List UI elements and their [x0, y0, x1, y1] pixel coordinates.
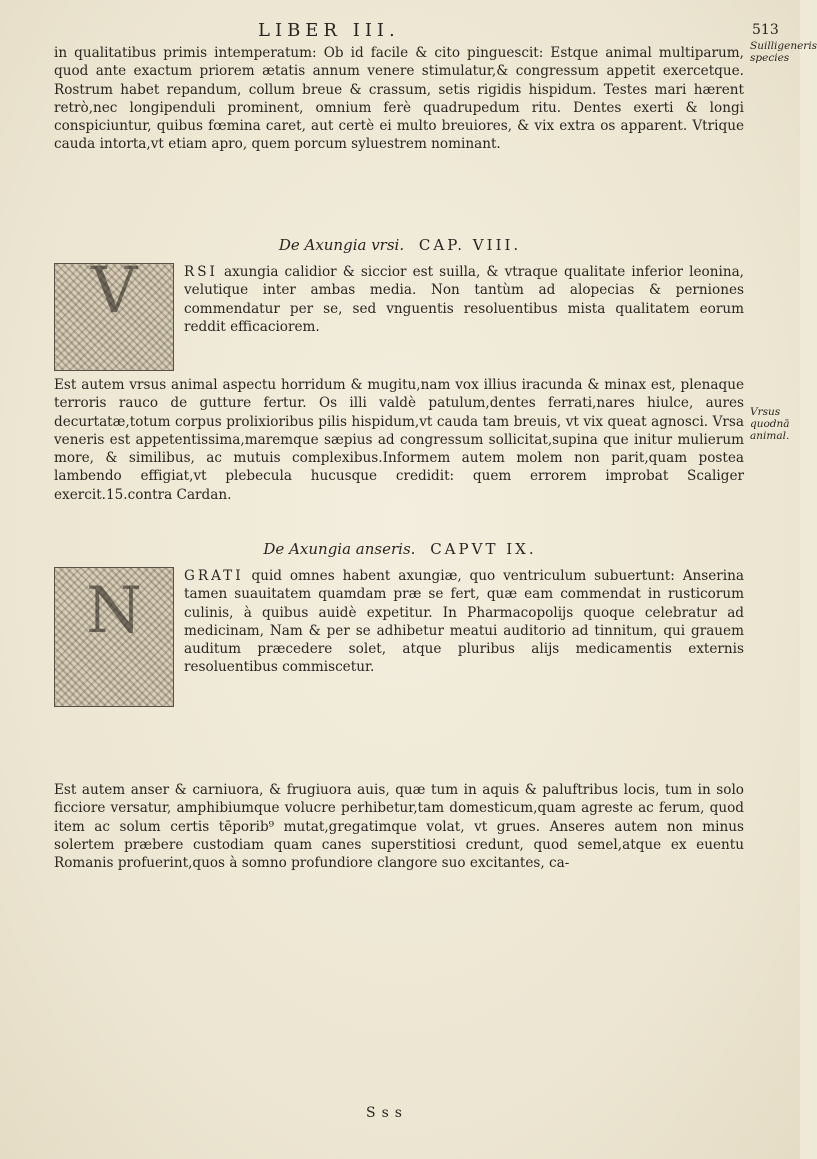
- lead-word: RSI: [184, 264, 218, 280]
- paragraph-bear: Est autem vrsus animal aspectu horridum & mugitu,nam vox illius iracunda & minax est, plenaque terroris rauco de gutture fertur. Os illi valdè patulum,dentes ferrati,nares hiulce, aures decurtatæ,totum corpus prolixioribus pilis hispidum,vt cauda tam breuis, vt vix queat agnosci. Vrsa veneris est appetentissima,maremque sæpius ad congressum sollicitat,supina que initur mulierum more, & similibus, ac mutuis complexibus.Informem autem molem non parit,quam postea lambendo effigiat,vt plebecula hucusque credidit: quem errorem improbat Scaliger exercit.15.contra Cardan.: [54, 377, 744, 503]
- chapter-number: CAPVT IX.: [430, 540, 537, 558]
- chapter-heading-9: [0, 540, 800, 558]
- initial-letter: V: [90, 254, 138, 328]
- woodcut-initial: [54, 254, 174, 371]
- margin-note: Vrsus quodnā animal.: [750, 406, 790, 442]
- chapter-title: De Axungia vrsi.: [278, 236, 405, 254]
- book-title: LIBER III.: [258, 20, 400, 41]
- chapter-8-text: axungia calidior & siccior est suilla, & vtraque qualitate inferior leonina, velutique inter ambas media. Non tantùm ad alopecias & perniones commendatur per se, sed vnguentis resoluentibus mista qualitatem eorum reddit efficaciorem.: [184, 264, 744, 335]
- paragraph-swine: in qualitatibus primis intemperatum: Ob id facile & cito pinguescit: Estque animal multiparum, quod ante exactum priorem ætatis annum venere stimulatur,& congressum appetit exercetque. Rostrum habet repandum, collum breue & crassum, setis rigidis hispidum. Testes mari hærent retrò,nec longipenduli prominent, omnium ferè quadrupedum ritu. Dentes exerti & longi conspiciuntur, quibus fœmina caret, aut certè ei multo breuiores, & vix extra os apparent. Vtrique cauda intorta,vt etiam apro, quem porcum syluestrem nominant.: [54, 45, 744, 153]
- chapter-9-opening: [54, 567, 744, 779]
- lead-word: GRATI: [184, 568, 244, 584]
- margin-note: Suilligeneris species: [750, 40, 817, 64]
- chapter-9-text: quid omnes habent axungiæ, quo ventriculum subuertunt: Anserina tamen suauitatem quamdam præ se fert, quæ eam commendat in rusticorum culinis, à quibus auidè expetitur. In Pharmacopolijs quoque celebratur ad medicinam, Nam & per se adhibetur meatui auditorio ad tinnitum, qui grauem auditum præcedere solet, atque pluribus alijs medicamentis externis resoluentibus commiscetur.: [184, 568, 744, 676]
- signature-mark: Sss: [366, 1105, 408, 1121]
- chapter-title: De Axungia anseris.: [263, 540, 416, 558]
- chapter-heading-8: [0, 236, 800, 254]
- running-header: [0, 20, 800, 44]
- woodcut-initial: [54, 567, 174, 707]
- initial-letter: N: [86, 574, 142, 648]
- paragraph-goose: Est autem anser & carniuora, & frugiuora auis, quæ tum in aquis & paluftribus locis, tum in solo ficciore versatur, amphibiumque volucre perhibetur,tam domesticum,quam agreste ac ferum, quod item ac solum certis tēporib⁹ mutat,gregatimque volat, vt grues. Anseres autem non minus solertem præbere custodiam quam canes superstitiosi credunt, quod semel,atque ex euentu Romanis profuerint,quos à somno profundiore clangore suo excitantes, ca-: [54, 782, 744, 872]
- chapter-number: CAP. VIII.: [418, 236, 522, 254]
- chapter-8-opening: [54, 254, 744, 375]
- page-number: 513: [752, 22, 779, 38]
